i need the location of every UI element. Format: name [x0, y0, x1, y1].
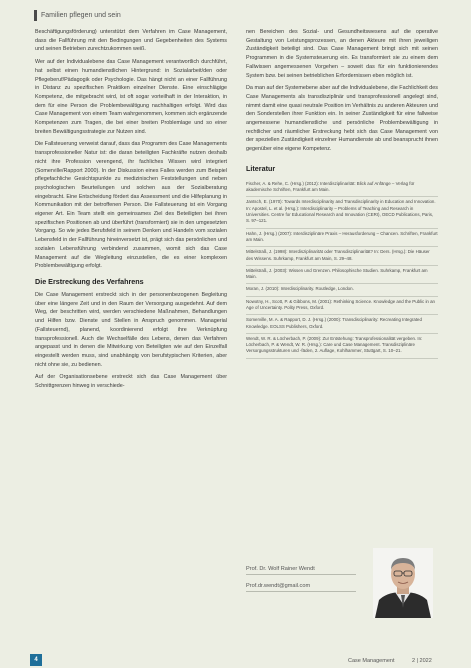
section-heading: Die Erstreckung des Verfahrens: [35, 276, 144, 286]
header-section-label: Familien pflegen und sein: [41, 11, 121, 19]
body-paragraph: Beschäftigungsförderung) unterstützt dem Verfahren im Case Management, dass die Fallführung mit den Bedingungen und Gegebenheiten des Systems und seinen Betrieben zurechtzukommen weiß.: [35, 29, 227, 53]
body-paragraph: Da man auf der Systemebene aber auf die Individualebene, die Fachlichkeit des Case Managements als transdisziplinär und transprofessionell angelegt sind, nimmt damit eine quasi neutrale Position im Verhältnis zu anderen Akteuren und den Sonderstellen ihrer Funktion ein. In seiner Zuständigkeit für eine fallweise angemessene humandienstliche und persönliche Problembewältigung in rechtlicher und räumlicher Erstreckung hebt sich das Case Management von der speziellen Zuständigkeit einzelner Humandienste ab und beansprucht ihnen gegenüber eine eigene Kompetenz.: [246, 85, 438, 153]
author-photo: [373, 548, 433, 618]
header-marker: [34, 10, 37, 21]
body-paragraph: Die Fallsteuerung verweist darauf, dass das Programm des Case Managements transprofessioneller Natur ist: die daran beteiligten Fachkräfte nutzen deshalb nicht ihre Profession verengend, ihr fachliches Wissen wird integriert (Somerville/Rapport 2000). In der Diskussion eines Falles werden zum Beispiel pflegefachliche Gesichtspunkte zu medizinischen Feststellungen und neben psychologischen Beurteilungen und solchen aus der Sozialberatung eingebracht. Eine Entscheidung fördert das Assessment und die Hilfeplanung in Kommunikation mit der betroffenen Person. Die Fallsteuerung ist ein Vorgang eigener Art. Ein Team stellt ein gemeinsames Ziel des Beteiligten bei ihren spezifischen Positionen ab und überführt (transformiert) sie in den umgesetzten Vorgang. So wie jedes Berufsfeld in seinem Denken und Handeln vom sozialen Lebensfeld in der Fallführung hineinversetzt ist, prägt sich das persönlichen und sozialen Lebensführung verbindend zusammen, womit sich das Case Management auf die Wegleitung einzustellen, die es einer komplexen Problembewältigung erfolgt.: [35, 141, 227, 270]
literature-item: Jantsch, E. (1970): Towards Interdisciplinarity and Transdisciplinarity in Education and Innovation. In: Apostel, L. et al. (Hrsg.): Interdisciplinarity – Problems of Teaching and Research in Universities. Centre for Educational Research and Innovation (CERI), OECD Publications, Paris, S. 97–121.: [246, 197, 438, 228]
page-footer: [0, 650, 471, 668]
literature-item: Hahn, J. (Hrsg.) (2007): Interdisziplinäre Praxis – Herausforderung – Chancen. Schriften, Frankfurt am Main.: [246, 229, 438, 248]
literature-item: Fischer, A. & Rehe, C. (Hrsg.) (2012): Interdisziplinarität: Blick auf Anfänge – Verlag für akademische Schriften, Frankfurt am Main.: [246, 179, 438, 198]
body-paragraph: Wer auf der Individualebene das Case Management verantwortlich durchführt, hat selbst einen humandienstlichen Hintergrund: in Sozialarbeit/den oder Pflegeberuf/Pädagogik oder Psychologie. Das hängt nicht an einer Fallführung in Distanz zu spezifischen Praktiken einzelner Dienste. Eine einschlägige Kompetenz, die mitgebracht wird, ist oft sogar vorteilhaft in der Interaktion, in dem für eine Person die Problembewältigung nachhaltigen erfolgt. Wird das Case Management von einem Team wahrgenommen, kommen sich ergänzende Kompetenzen zum Tragen, die bei einer breiten Problemlage und so einer breiten Bewältigungsstrategie zur Nutzen sind.: [35, 59, 227, 135]
literature-heading: Literatur: [246, 163, 276, 173]
body-paragraph: Die Case Management erstreckt sich in der personenbezogenen Begleitung über eine längere Zeit und in den Raum der Versorgung ausgedehnt. Auf dem Weg, der beschritten wird, werden verschiedene Maßnahmen, Behandlungen und Hilfen bzw. Dienste und Stellen in Anspruch genommen. Managerial (Fallsteuernd), planend, koordinierend erfolgt ihre Verknüpfung transprofessionell. Auch die Wechselfälle des Lebens, denen das Verfahren angepasst und in denen die Mitwirkung von Beteiligten wie auf den Einzelfall eingestellt werden muss, sind unabhängig von berufstypischen Kriterien, aber nicht ohne sie, zu bedienen.: [35, 291, 227, 368]
body-paragraph: Auf der Organisationsebene erstreckt sich das Case Management über Schnittgrenzen hinweg in verschiede-: [35, 374, 227, 390]
issue-label: 2 | 2022: [412, 658, 432, 664]
right-column: [246, 28, 438, 359]
literature-item: Nowotny, H., Scott, P. & Gibbons, M. (2001): Rethinking Science. Knowledge and the Public in an Age of Uncertainty. Polity Press, Oxford.: [246, 297, 438, 316]
author-name: Prof. Dr. Wolf Rainer Wendt: [246, 566, 356, 575]
body-paragraph: nen Bereichen des Sozial- und Gesundheitswesens auf die operative Gestaltung von Leistungsprozessen, an denen Akteure mit ihren jeweiligen Zuständigkeit beteiligt sind. Das Case Management bringt sich mit seinen Programmen in die Systemsteuerung ein. Es transformiert sie zu einem dem Fallwissen angemessenen Vorgehen – soweit das für ein funktionierendes System bzw. bei seinen betrieblichen Erfordernissen eben möglich ist.: [246, 29, 438, 79]
journal-name: Case Management: [348, 658, 395, 664]
literature-item: Mittelstraß, J. (2003): Wissen und Grenzen. Philosophische Studien. Suhrkamp, Frankfurt am Main.: [246, 266, 438, 285]
literature-item: Somerville, M. A. & Rapport, D. J. (Hrsg.) (2000): Transdisciplinarity: Recreating Integrated Knowledge. EOLSS Publishers, Oxford.: [246, 315, 438, 334]
page-number: 4: [30, 654, 42, 666]
left-column: [35, 28, 227, 395]
literature-item: Wendt, W. R. & Löcherbach, P. (2009): Zur Entstehung: Transprofessionalität vergeben. In: Löcherbach, P. & Wendt, W. R. (Hrsg.): Care und Case Management. Transdisziplinäre Versorgungsstrukturen und -fäden, 2. Auflage, Kohlhammer, Stuttgart, S. 10–21.: [246, 334, 438, 359]
portrait-image: [373, 548, 433, 618]
author-email[interactable]: Prof.dr.wendt@gmail.com: [246, 583, 356, 592]
running-header: [34, 9, 121, 21]
literature-item: Mittelstraß, J. (1998): Interdisziplinarität oder Transdisziplinarität? In: Ders. (Hrsg.): Die Häuser des Wissens. Suhrkamp, Frankfurt am Main, S. 29–48.: [246, 247, 438, 266]
literature-item: Moran, J. (2010): Interdisciplinarity. Routledge, London.: [246, 284, 438, 296]
literature-list: [246, 179, 438, 359]
author-block: [246, 566, 446, 636]
